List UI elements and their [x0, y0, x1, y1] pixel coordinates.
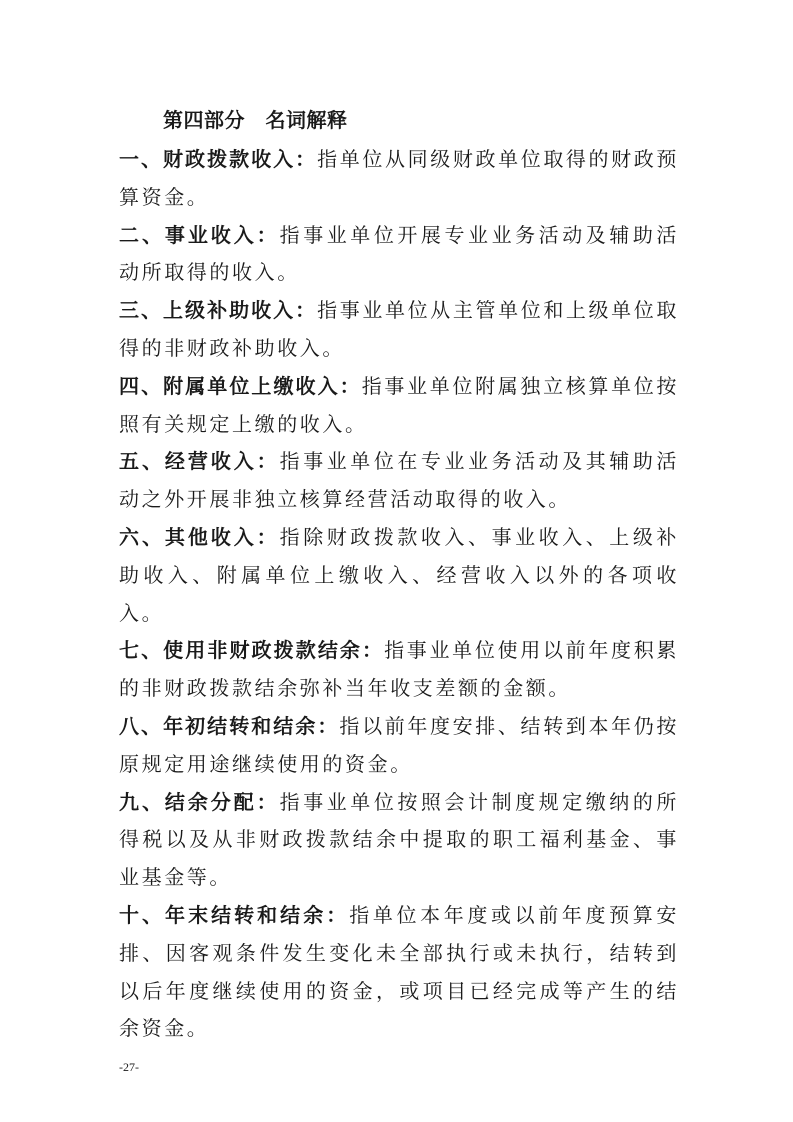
section-title: 第四部分 名词解释	[163, 108, 348, 132]
term-definition: 指除财政拨款收入、事业收入、上级补助收入、附属单位上缴收入、经营收入以外的各项收入。	[119, 524, 680, 625]
term-entry	[119, 368, 679, 444]
term-definition: 指事业单位附属独立核算单位按照有关规定上缴的收入。	[119, 373, 679, 436]
term-definition: 指事业单位按照会计制度规定缴纳的所得税以及从非财政拨款结余中提取的职工福利基金、事业基金等。	[119, 789, 680, 890]
term-entry	[119, 632, 679, 708]
term-definition: 指单位从同级财政单位取得的财政预算资金。	[119, 147, 680, 209]
page-number: -27-	[119, 1060, 139, 1074]
term-name: 六、其他收入：	[119, 524, 280, 549]
term-name: 四、附属单位上缴收入：	[119, 373, 362, 398]
term-name: 九、结余分配：	[119, 789, 280, 814]
term-name: 八、年初结转和结余：	[119, 713, 340, 738]
term-name: 十、年末结转和结余：	[119, 902, 350, 927]
term-entry	[119, 141, 679, 217]
term-definition: 指单位本年度或以前年度预算安排、因客观条件发生变化未全部执行或未执行，结转到以后年度继续使用的资金，或项目已经完成等产生的结余资金。	[119, 902, 680, 1041]
term-definition: 指事业单位使用以前年度积累的非财政拨款结余弥补当年收支差额的金额。	[119, 638, 679, 701]
term-entry	[119, 519, 679, 632]
term-name: 七、使用非财政拨款结余：	[119, 638, 385, 663]
term-definition: 指事业单位在专业业务活动及其辅助活动之外开展非独立核算经营活动取得的收入。	[119, 449, 680, 512]
term-entry	[119, 217, 679, 293]
term-entry	[119, 708, 679, 784]
term-entry	[119, 784, 679, 897]
term-name: 三、上级补助收入：	[119, 298, 318, 323]
term-name: 五、经营收入：	[119, 449, 280, 474]
term-definition: 指事业单位从主管单位和上级单位取得的非财政补助收入。	[119, 298, 680, 360]
term-definition: 指事业单位开展专业业务活动及辅助活动所取得的收入。	[119, 222, 680, 285]
term-entry	[119, 897, 679, 1048]
term-entry	[119, 443, 679, 519]
term-entry	[119, 292, 679, 368]
term-name: 二、事业收入：	[119, 222, 280, 247]
term-definition: 指以前年度安排、结转到本年仍按原规定用途继续使用的资金。	[119, 713, 680, 776]
term-list	[119, 141, 679, 1048]
term-name: 一、财政拨款收入：	[119, 147, 318, 171]
